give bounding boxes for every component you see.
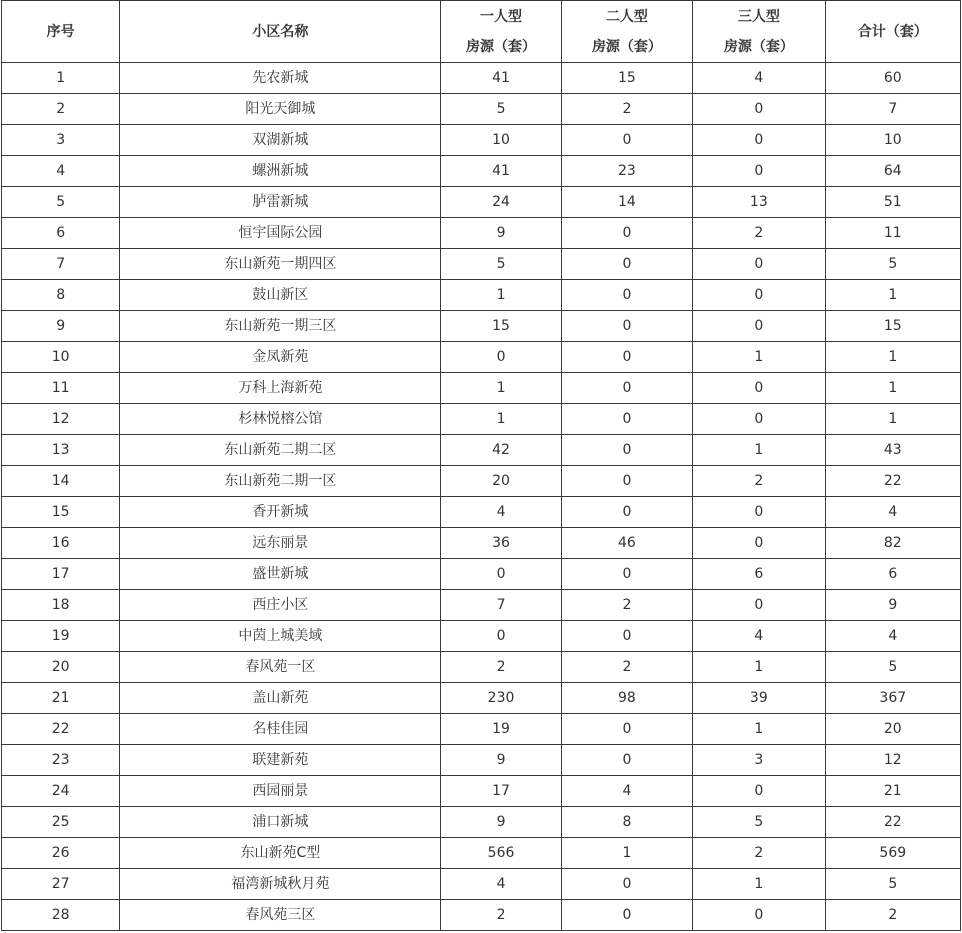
header-two-person — [561, 1, 692, 63]
community-name-cell: 西庄小区 — [120, 590, 441, 621]
header-one-person-unit: 房源（套） — [466, 38, 537, 55]
total-cell: 2 — [825, 900, 960, 931]
seq-cell: 19 — [2, 621, 120, 652]
two-person-cell: 2 — [561, 94, 692, 125]
total-cell: 1 — [825, 280, 960, 311]
two-person-cell: 15 — [561, 63, 692, 94]
community-name-cell: 双湖新城 — [120, 125, 441, 156]
header-row — [2, 1, 961, 63]
table-row — [2, 869, 961, 900]
one-person-cell: 9 — [441, 807, 561, 838]
community-name-cell: 东山新苑一期四区 — [120, 249, 441, 280]
two-person-cell: 98 — [561, 683, 692, 714]
three-person-cell: 2 — [693, 466, 825, 497]
two-person-cell: 0 — [561, 125, 692, 156]
three-person-cell: 2 — [693, 218, 825, 249]
total-cell: 12 — [825, 745, 960, 776]
total-cell: 7 — [825, 94, 960, 125]
total-cell: 6 — [825, 559, 960, 590]
seq-cell: 24 — [2, 776, 120, 807]
header-three-person-unit: 房源（套） — [723, 38, 794, 55]
seq-cell: 23 — [2, 745, 120, 776]
three-person-cell: 0 — [693, 156, 825, 187]
total-cell: 22 — [825, 807, 960, 838]
header-one-person — [441, 1, 561, 63]
community-name-cell: 福湾新城秋月苑 — [120, 869, 441, 900]
header-one-person-type: 一人型 — [480, 8, 523, 25]
three-person-cell: 0 — [693, 900, 825, 931]
seq-cell: 18 — [2, 590, 120, 621]
seq-cell: 11 — [2, 373, 120, 404]
two-person-cell: 0 — [561, 280, 692, 311]
total-cell: 4 — [825, 621, 960, 652]
one-person-cell: 20 — [441, 466, 561, 497]
table-row — [2, 900, 961, 931]
community-name-cell: 春风苑三区 — [120, 900, 441, 931]
header-two-person-unit: 房源（套） — [591, 38, 662, 55]
community-name-cell: 香开新城 — [120, 497, 441, 528]
seq-cell: 10 — [2, 342, 120, 373]
three-person-cell: 6 — [693, 559, 825, 590]
header-three-person-type: 三人型 — [737, 8, 780, 25]
seq-cell: 3 — [2, 125, 120, 156]
total-cell: 15 — [825, 311, 960, 342]
seq-cell: 8 — [2, 280, 120, 311]
seq-cell: 28 — [2, 900, 120, 931]
table-row — [2, 187, 961, 218]
header-seq: 序号 — [2, 1, 120, 63]
three-person-cell: 0 — [693, 311, 825, 342]
one-person-cell: 2 — [441, 900, 561, 931]
table-row — [2, 404, 961, 435]
one-person-cell: 1 — [441, 280, 561, 311]
total-cell: 569 — [825, 838, 960, 869]
two-person-cell: 0 — [561, 869, 692, 900]
seq-cell: 27 — [2, 869, 120, 900]
one-person-cell: 7 — [441, 590, 561, 621]
seq-cell: 22 — [2, 714, 120, 745]
header-two-person-type: 二人型 — [605, 8, 648, 25]
seq-cell: 21 — [2, 683, 120, 714]
one-person-cell: 9 — [441, 745, 561, 776]
total-cell: 1 — [825, 342, 960, 373]
seq-cell: 5 — [2, 187, 120, 218]
total-cell: 43 — [825, 435, 960, 466]
three-person-cell: 4 — [693, 63, 825, 94]
one-person-cell: 0 — [441, 621, 561, 652]
one-person-cell: 24 — [441, 187, 561, 218]
seq-cell: 2 — [2, 94, 120, 125]
table-row — [2, 807, 961, 838]
table-row — [2, 714, 961, 745]
two-person-cell: 1 — [561, 838, 692, 869]
one-person-cell: 4 — [441, 869, 561, 900]
total-cell: 9 — [825, 590, 960, 621]
total-cell: 64 — [825, 156, 960, 187]
one-person-cell: 0 — [441, 342, 561, 373]
total-cell: 82 — [825, 528, 960, 559]
three-person-cell: 0 — [693, 280, 825, 311]
community-name-cell: 胪雷新城 — [120, 187, 441, 218]
table-row — [2, 342, 961, 373]
two-person-cell: 0 — [561, 466, 692, 497]
community-name-cell: 东山新苑C型 — [120, 838, 441, 869]
total-cell: 5 — [825, 652, 960, 683]
table-row — [2, 590, 961, 621]
two-person-cell: 0 — [561, 559, 692, 590]
community-name-cell: 浦口新城 — [120, 807, 441, 838]
three-person-cell: 1 — [693, 435, 825, 466]
two-person-cell: 8 — [561, 807, 692, 838]
seq-cell: 17 — [2, 559, 120, 590]
one-person-cell: 0 — [441, 559, 561, 590]
total-cell: 21 — [825, 776, 960, 807]
header-three-person — [693, 1, 825, 63]
three-person-cell: 1 — [693, 714, 825, 745]
community-name-cell: 东山新苑一期三区 — [120, 311, 441, 342]
community-name-cell: 西园丽景 — [120, 776, 441, 807]
three-person-cell: 1 — [693, 652, 825, 683]
three-person-cell: 39 — [693, 683, 825, 714]
three-person-cell: 1 — [693, 869, 825, 900]
total-cell: 1 — [825, 373, 960, 404]
one-person-cell: 1 — [441, 373, 561, 404]
one-person-cell: 10 — [441, 125, 561, 156]
three-person-cell: 4 — [693, 621, 825, 652]
table-row — [2, 218, 961, 249]
community-name-cell: 名桂佳园 — [120, 714, 441, 745]
two-person-cell: 0 — [561, 900, 692, 931]
table-body — [2, 63, 961, 931]
two-person-cell: 14 — [561, 187, 692, 218]
seq-cell: 20 — [2, 652, 120, 683]
table-row — [2, 63, 961, 94]
community-name-cell: 鼓山新区 — [120, 280, 441, 311]
three-person-cell: 0 — [693, 404, 825, 435]
one-person-cell: 230 — [441, 683, 561, 714]
one-person-cell: 4 — [441, 497, 561, 528]
table-row — [2, 528, 961, 559]
seq-cell: 1 — [2, 63, 120, 94]
two-person-cell: 0 — [561, 373, 692, 404]
three-person-cell: 0 — [693, 94, 825, 125]
three-person-cell: 0 — [693, 776, 825, 807]
one-person-cell: 5 — [441, 94, 561, 125]
total-cell: 60 — [825, 63, 960, 94]
header-total: 合计（套） — [825, 1, 960, 63]
three-person-cell: 3 — [693, 745, 825, 776]
two-person-cell: 4 — [561, 776, 692, 807]
community-name-cell: 先农新城 — [120, 63, 441, 94]
community-name-cell: 东山新苑二期一区 — [120, 466, 441, 497]
two-person-cell: 0 — [561, 311, 692, 342]
community-name-cell: 联建新苑 — [120, 745, 441, 776]
community-name-cell: 金凤新苑 — [120, 342, 441, 373]
one-person-cell: 17 — [441, 776, 561, 807]
total-cell: 5 — [825, 869, 960, 900]
three-person-cell: 1 — [693, 342, 825, 373]
one-person-cell: 1 — [441, 404, 561, 435]
community-name-cell: 中茵上城美域 — [120, 621, 441, 652]
one-person-cell: 15 — [441, 311, 561, 342]
total-cell: 1 — [825, 404, 960, 435]
table-row — [2, 466, 961, 497]
seq-cell: 4 — [2, 156, 120, 187]
two-person-cell: 0 — [561, 342, 692, 373]
community-name-cell: 东山新苑二期二区 — [120, 435, 441, 466]
community-name-cell: 螺洲新城 — [120, 156, 441, 187]
three-person-cell: 0 — [693, 590, 825, 621]
table-row — [2, 125, 961, 156]
community-name-cell: 恒宇国际公园 — [120, 218, 441, 249]
community-name-cell: 阳光天御城 — [120, 94, 441, 125]
one-person-cell: 41 — [441, 63, 561, 94]
table-row — [2, 280, 961, 311]
total-cell: 51 — [825, 187, 960, 218]
housing-table — [1, 0, 961, 931]
three-person-cell: 0 — [693, 528, 825, 559]
seq-cell: 9 — [2, 311, 120, 342]
one-person-cell: 9 — [441, 218, 561, 249]
one-person-cell: 19 — [441, 714, 561, 745]
seq-cell: 7 — [2, 249, 120, 280]
total-cell: 367 — [825, 683, 960, 714]
community-name-cell: 万科上海新苑 — [120, 373, 441, 404]
one-person-cell: 566 — [441, 838, 561, 869]
community-name-cell: 杉林悦榕公馆 — [120, 404, 441, 435]
seq-cell: 13 — [2, 435, 120, 466]
one-person-cell: 42 — [441, 435, 561, 466]
total-cell: 22 — [825, 466, 960, 497]
table-row — [2, 559, 961, 590]
three-person-cell: 0 — [693, 125, 825, 156]
seq-cell: 26 — [2, 838, 120, 869]
two-person-cell: 0 — [561, 249, 692, 280]
three-person-cell: 13 — [693, 187, 825, 218]
three-person-cell: 5 — [693, 807, 825, 838]
table-row — [2, 776, 961, 807]
seq-cell: 14 — [2, 466, 120, 497]
table-row — [2, 373, 961, 404]
community-name-cell: 盛世新城 — [120, 559, 441, 590]
two-person-cell: 46 — [561, 528, 692, 559]
table-row — [2, 683, 961, 714]
two-person-cell: 0 — [561, 218, 692, 249]
two-person-cell: 0 — [561, 435, 692, 466]
two-person-cell: 23 — [561, 156, 692, 187]
total-cell: 11 — [825, 218, 960, 249]
table-row — [2, 249, 961, 280]
table-row — [2, 497, 961, 528]
two-person-cell: 0 — [561, 404, 692, 435]
seq-cell: 15 — [2, 497, 120, 528]
one-person-cell: 2 — [441, 652, 561, 683]
table-row — [2, 652, 961, 683]
two-person-cell: 2 — [561, 590, 692, 621]
seq-cell: 16 — [2, 528, 120, 559]
header-community-name: 小区名称 — [120, 1, 441, 63]
table-row — [2, 156, 961, 187]
total-cell: 4 — [825, 497, 960, 528]
community-name-cell: 春风苑一区 — [120, 652, 441, 683]
two-person-cell: 0 — [561, 497, 692, 528]
two-person-cell: 0 — [561, 714, 692, 745]
table-row — [2, 745, 961, 776]
seq-cell: 25 — [2, 807, 120, 838]
community-name-cell: 盖山新苑 — [120, 683, 441, 714]
total-cell: 10 — [825, 125, 960, 156]
table-row — [2, 435, 961, 466]
three-person-cell: 0 — [693, 497, 825, 528]
table-row — [2, 621, 961, 652]
total-cell: 5 — [825, 249, 960, 280]
two-person-cell: 0 — [561, 745, 692, 776]
seq-cell: 12 — [2, 404, 120, 435]
one-person-cell: 41 — [441, 156, 561, 187]
seq-cell: 6 — [2, 218, 120, 249]
three-person-cell: 0 — [693, 249, 825, 280]
total-cell: 20 — [825, 714, 960, 745]
one-person-cell: 5 — [441, 249, 561, 280]
two-person-cell: 2 — [561, 652, 692, 683]
table-row — [2, 838, 961, 869]
one-person-cell: 36 — [441, 528, 561, 559]
table-row — [2, 94, 961, 125]
three-person-cell: 0 — [693, 373, 825, 404]
community-name-cell: 远东丽景 — [120, 528, 441, 559]
table-row — [2, 311, 961, 342]
three-person-cell: 2 — [693, 838, 825, 869]
two-person-cell: 0 — [561, 621, 692, 652]
